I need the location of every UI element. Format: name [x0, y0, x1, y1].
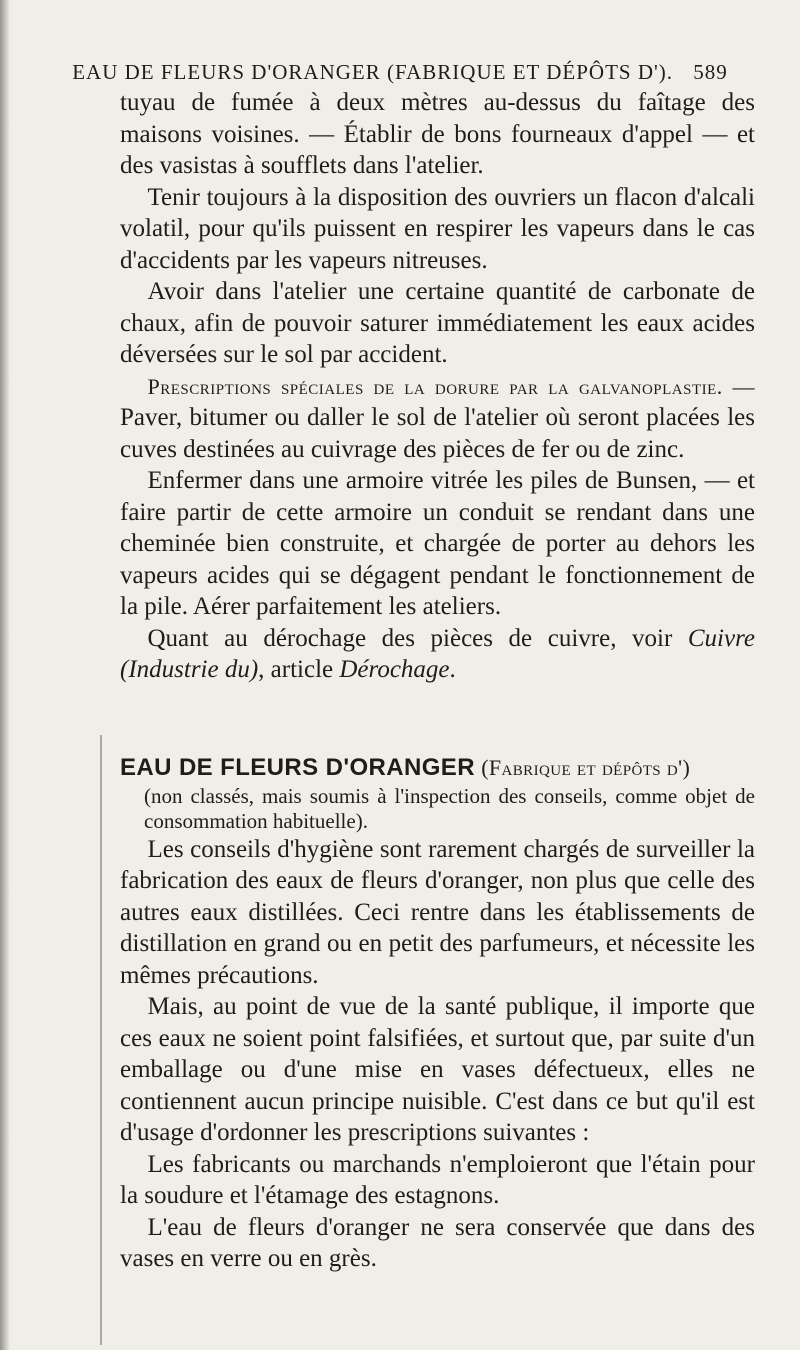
- running-head-title: EAU DE FLEURS D'ORANGER (FABRIQUE ET DÉPÔTS D').: [72, 60, 674, 84]
- paragraph-galvanoplastie-text: Paver, bitumer ou daller le sol de l'atelier où seront placées les cuves destinées au cuivrage des pièces de fer ou de zinc.: [120, 404, 755, 463]
- derochage-text-mid: , article: [258, 656, 334, 683]
- paragraph-ventilation: tuyau de fumée à deux mètres au-dessus du faîtage des maisons voisines. — Établir de bons fourneaux d'appel — et des vasistas à soufflets dans l'atelier.: [120, 89, 755, 179]
- running-head: [0, 60, 800, 85]
- paragraph-fabricants: Les fabricants ou marchands n'emploieront que l'étain pour la soudure et l'étamage des estagnons.: [120, 1150, 755, 1209]
- article-eau-de-fleurs: [120, 752, 755, 1275]
- paragraph-derochage: [120, 623, 755, 686]
- paragraph-galvanoplastie: [120, 371, 755, 466]
- subheading-prescriptions: Prescriptions spéciales de la dorure par la galvanoplastie. —: [147, 373, 755, 399]
- scan-gutter-line: [100, 735, 102, 1345]
- paragraph-alcali: Tenir toujours à la disposition des ouvriers un flacon d'alcali volatil, pour qu'ils puissent en respirer les vapeurs dans le cas d'accidents par les vapeurs nitreuses.: [120, 183, 755, 274]
- article-heading-sub: (Fabrique et dépôts d'): [481, 755, 691, 780]
- article-heading-line: [120, 752, 755, 784]
- reference-derochage: Dérochage: [339, 656, 450, 683]
- page-number: 589: [693, 60, 728, 84]
- classification-note: (non classés, mais soumis à l'inspection des conseils, comme objet de consommation habituelle).: [144, 783, 755, 833]
- paragraph-bunsen: Enfermer dans une armoire vitrée les piles de Bunsen, — et faire partir de cette armoire un conduit se rendant dans une cheminée bien construite, et chargée de porter au dehors les vapeurs acides qui se dégagent pendant le fonctionnement de la pile. Aérer parfaitement les ateliers.: [120, 467, 755, 620]
- derochage-text-end: .: [449, 656, 456, 683]
- paragraph-conservation: L'eau de fleurs d'oranger ne sera conservée que dans des vases en verre ou en grès.: [120, 1213, 755, 1272]
- article-heading: EAU DE FLEURS D'ORANGER: [120, 754, 475, 781]
- reference-cuivre: Cuivre (Industrie du): [120, 624, 755, 683]
- previous-article-text: [120, 87, 755, 686]
- scan-edge-shadow: [0, 0, 10, 1350]
- derochage-text-start: Quant au dérochage des pièces de cuivre, voir: [147, 624, 673, 652]
- paragraph-conseils: Les conseils d'hygiène sont rarement chargés de surveiller la fabrication des eaux de fleurs d'oranger, non plus que celle des autres eaux distillées. Ceci rentre dans les établissements de distillation en grand ou en petit des parfumeurs, et nécessite les mêmes précautions.: [120, 835, 755, 989]
- paragraph-carbonate: Avoir dans l'atelier une certaine quantité de carbonate de chaux, afin de pouvoir saturer immédiatement les eaux acides déversées sur le sol par accident.: [120, 278, 755, 368]
- paragraph-sante-publique: Mais, au point de vue de la santé publique, il importe que ces eaux ne soient point falsifiées, et surtout que, par suite d'un emballage ou d'une mise en vases défectueux, elles ne contiennent aucun principe nuisible. C'est dans ce but qu'il est d'usage d'ordonner les prescriptions suivantes :: [120, 993, 755, 1146]
